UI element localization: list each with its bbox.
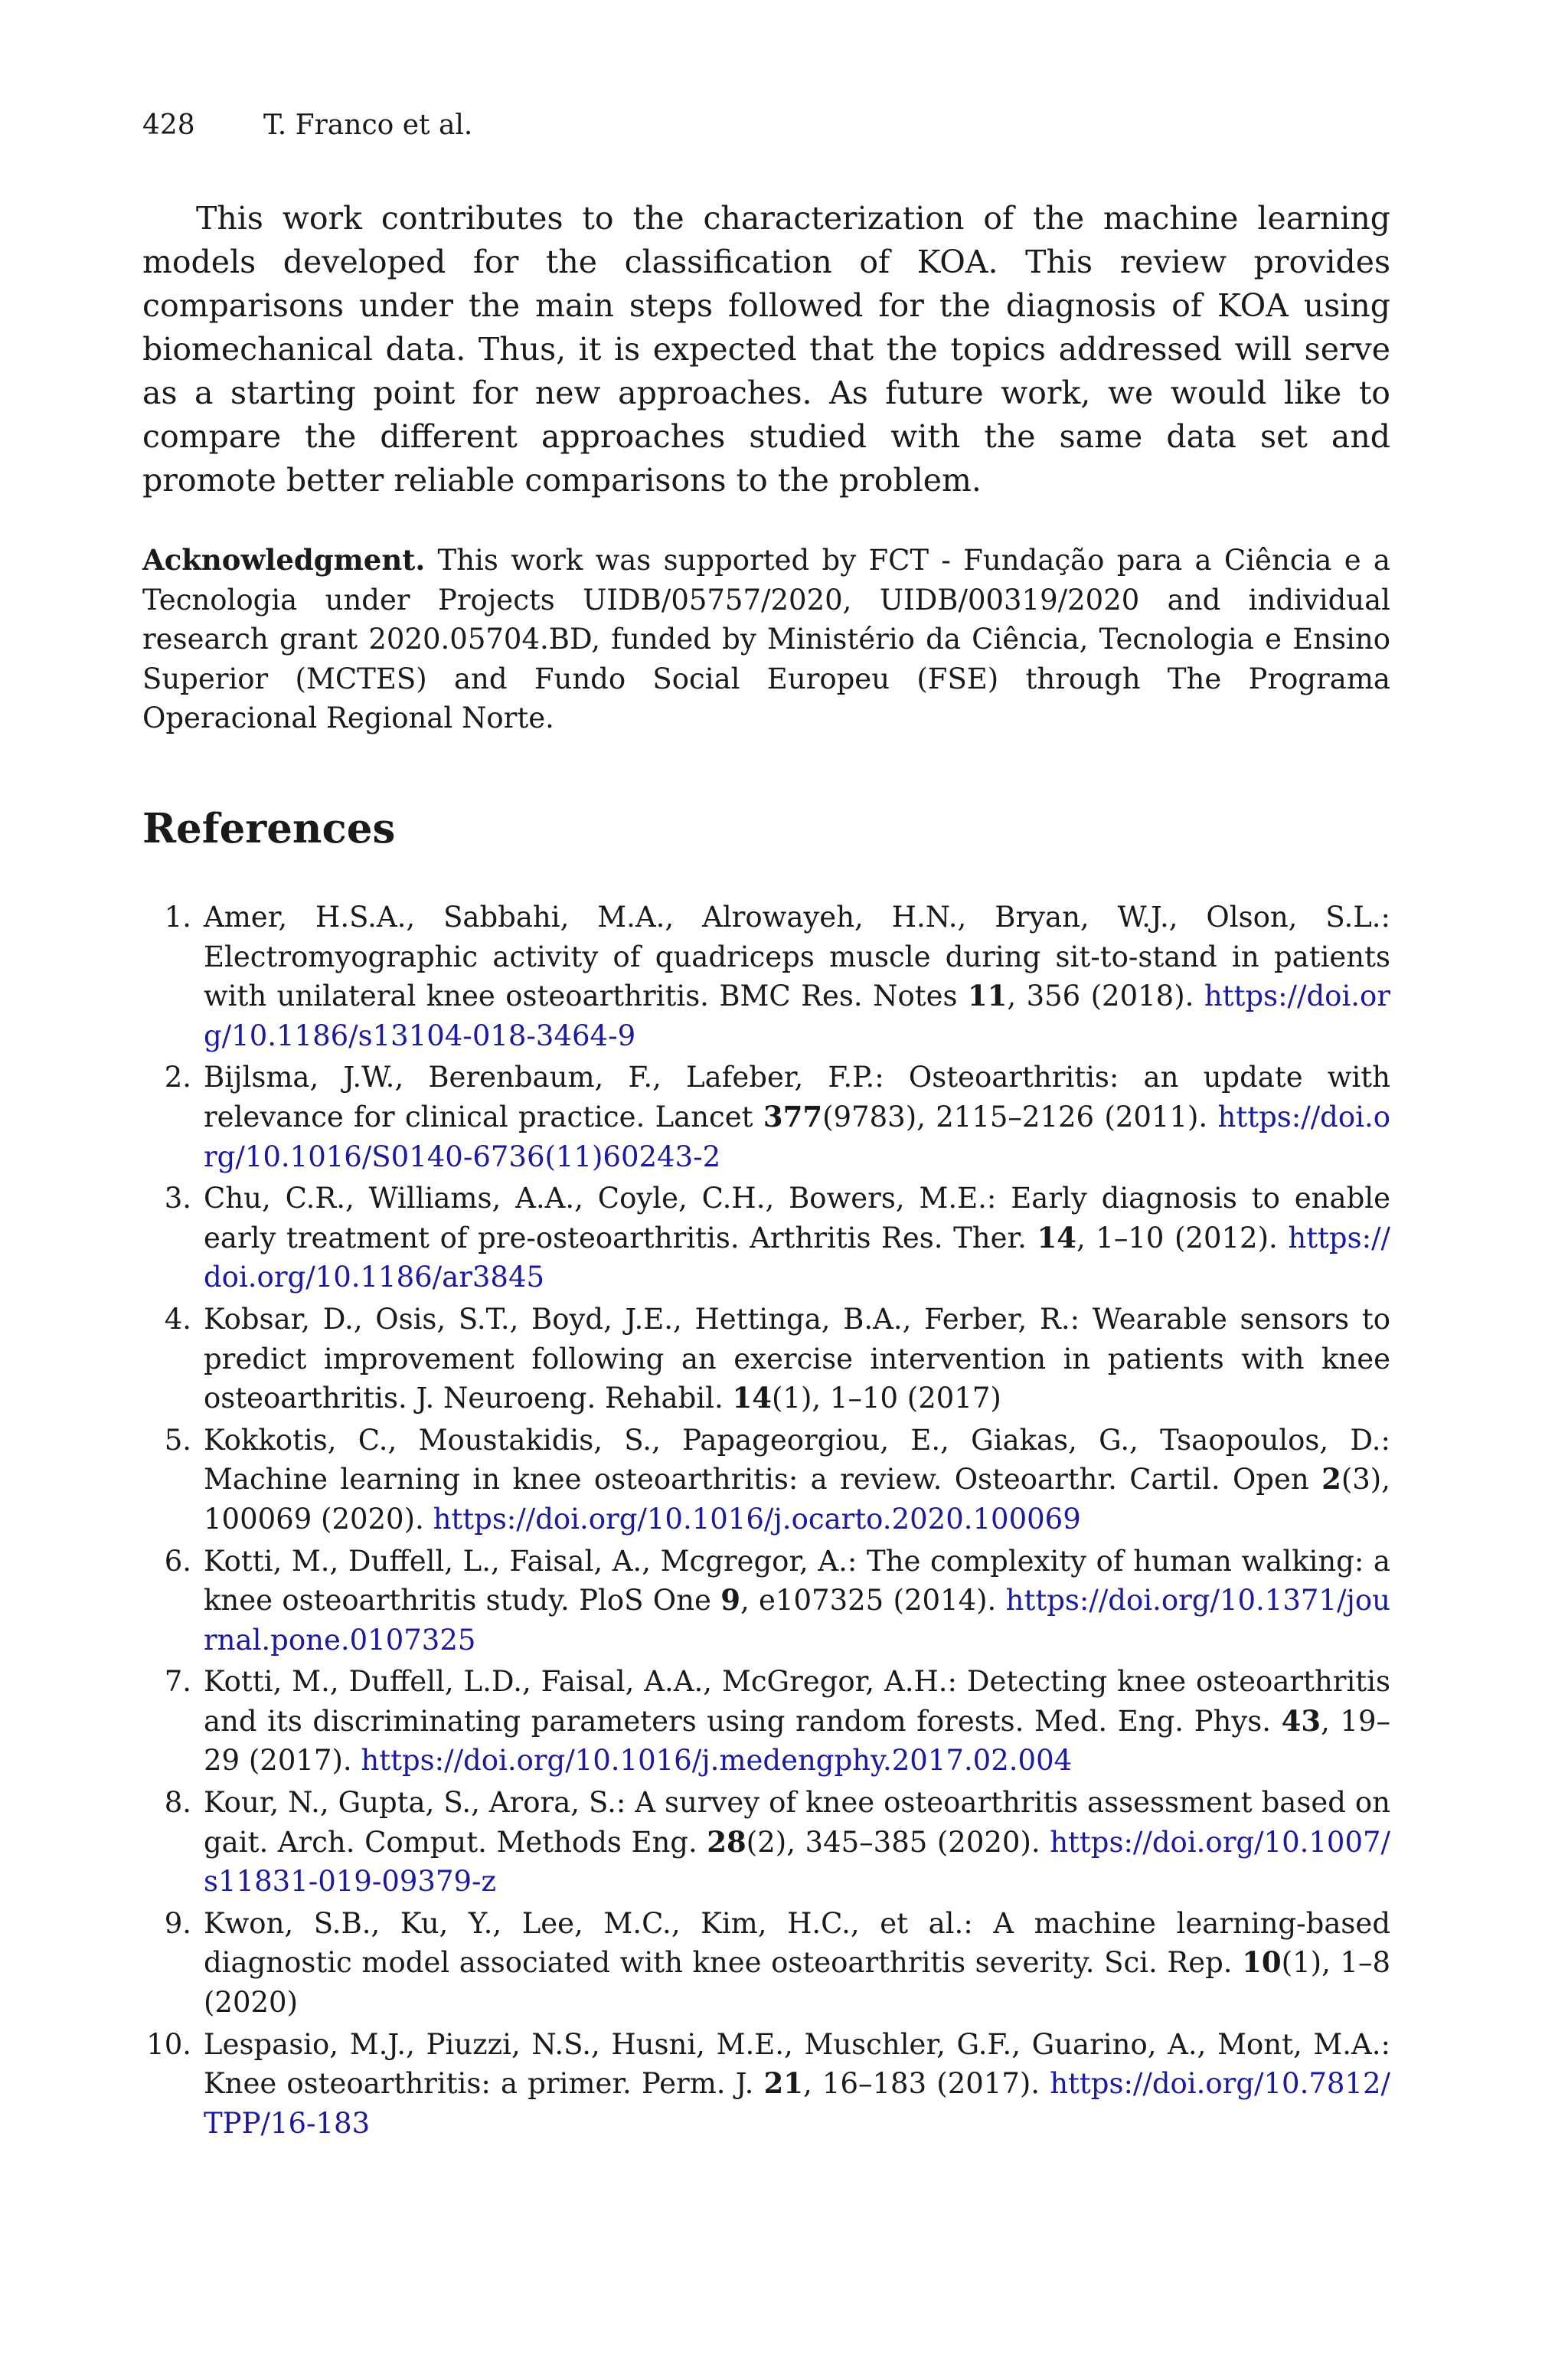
reference-list [142,898,1390,2145]
reference-number: 5. [164,1423,191,1457]
reference-citation-text: Kotti, M., Duffell, L.D., Faisal, A.A., McGregor, A.H.: Detecting knee osteoarthritis and its discriminating parameters using random forests. Med. Eng. Phys. [204,1665,1390,1738]
reference-doi-link[interactable]: https://doi.org/10.1007/s11831-019-09379-z [204,1825,1390,1899]
reference-volume: 14 [732,1381,772,1415]
reference-number: 7. [164,1665,191,1699]
acknowledgment-heading: Acknowledgment. [142,543,426,577]
page-number: 428 [142,110,195,141]
reference-pages-year: , 16–183 (2017). [803,2067,1050,2101]
reference-pages-year: , 19–29 (2017). [204,1704,1390,1778]
reference-pages-year: , 356 (2018). [1007,980,1204,1013]
reference-item [142,1904,1390,2023]
reference-item [142,1179,1390,1297]
reference-citation-text: Chu, C.R., Williams, A.A., Coyle, C.H., Bowers, M.E.: Early diagnosis to enable early treatment of pre-osteoarthritis. Arthritis Res. Ther. [204,1182,1390,1254]
reference-volume: 43 [1281,1703,1321,1738]
reference-citation-text: Kokkotis, C., Moustakidis, S., Papageorgiou, E., Giakas, G., Tsaopoulos, D.: Machine learning in knee osteoarthritis: a review. Osteoarthr. Cartil. Open [204,1423,1390,1496]
acknowledgment-text: This work was supported by FCT - Fundação para a Ciência e a Tecnologia under Projects UIDB/05757/2020, UIDB/00319/2020 and individual research grant 2020.05704.BD, funded by Ministério da Ciência, Tecnologia e Ensino Superior (MCTES) and Fundo Social Europeu (FSE) through The Programa Operacional Regional Norte. [142,544,1390,734]
reference-volume: 10 [1242,1945,1282,1980]
reference-doi-link[interactable]: https://doi.org/10.1016/j.medengphy.2017.02.004 [361,1744,1073,1778]
reference-number: 10. [146,2027,191,2061]
reference-doi-link[interactable]: https://doi.org/10.7812/TPP/16-183 [204,2067,1390,2140]
reference-number: 4. [164,1302,191,1336]
reference-citation-text: Amer, H.S.A., Sabbahi, M.A., Alrowayeh, H.N., Bryan, W.J., Olson, S.L.: Electromyographic activity of quadriceps muscle during sit-to-stand in patients with unilateral knee osteoarthritis. BMC Res. Notes [204,901,1390,1013]
reference-number: 1. [164,901,191,934]
reference-citation-text: Bijlsma, J.W., Berenbaum, F., Lafeber, F.P.: Osteoarthritis: an update with relevance for clinical practice. Lancet [204,1061,1390,1133]
reference-volume: 377 [763,1099,823,1133]
reference-item [142,1783,1390,1902]
reference-volume: 9 [720,1583,740,1617]
reference-pages-year: (3), 100069 (2020). [204,1463,1390,1536]
reference-item [142,1662,1390,1781]
reference-pages-year: (9783), 2115–2126 (2011). [822,1100,1218,1133]
reference-item [142,1058,1390,1176]
reference-doi-link[interactable]: https://doi.org/10.1186/ar3845 [204,1221,1390,1294]
reference-item [142,1421,1390,1539]
reference-citation-text: Kwon, S.B., Ku, Y., Lee, M.C., Kim, H.C., et al.: A machine learning-based diagnostic model associated with knee osteoarthritis severity. Sci. Rep. [204,1906,1390,1980]
reference-pages-year: (1), 1–10 (2017) [771,1382,1001,1415]
conclusion-paragraph: This work contributes to the characterization of the machine learning models developed for the classification of KOA. This review provides comparisons under the main steps followed for the diagnosis of KOA using biomechanical data. Thus, it is expected that the topics addressed will serve as a starting point for new approaches. As future work, we would like to compare the different approaches studied with the same data set and promote better reliable comparisons to the problem. [142,200,1390,499]
reference-volume: 28 [707,1824,746,1859]
reference-citation-text: Kotti, M., Duffell, L., Faisal, A., Mcgregor, A.: The complexity of human walking: a knee osteoarthritis study. PloS One [204,1544,1390,1617]
reference-citation-text: Kour, N., Gupta, S., Arora, S.: A survey of knee osteoarthritis assessment based on gait. Arch. Comput. Methods Eng. [204,1786,1390,1859]
reference-volume: 14 [1037,1220,1076,1254]
reference-doi-link[interactable]: https://doi.org/10.1186/s13104-018-3464-9 [204,980,1390,1052]
reference-volume: 21 [763,2066,804,2101]
reference-volume: 11 [967,979,1008,1013]
reference-volume: 2 [1321,1462,1341,1496]
running-head-authors: T. Franco et al. [263,110,473,141]
reference-pages-year: , e107325 (2014). [740,1584,1006,1617]
running-head [142,104,472,147]
references-heading: References [142,805,396,852]
reference-citation-text: Kobsar, D., Osis, S.T., Boyd, J.E., Hettinga, B.A., Ferber, R.: Wearable sensors to predict improvement following an exercise intervention in patients with knee osteoarthritis. J. Neuroeng. Rehabil. [204,1302,1390,1415]
reference-number: 3. [164,1182,191,1215]
reference-number: 2. [164,1061,191,1094]
reference-doi-link[interactable]: https://doi.org/10.1016/S0140-6736(11)60243-2 [204,1100,1390,1173]
reference-pages-year: (1), 1–8 (2020) [204,1946,1391,2020]
reference-item [142,1300,1390,1418]
acknowledgment-paragraph [142,541,1390,738]
reference-doi-link[interactable]: https://doi.org/10.1371/journal.pone.0107325 [204,1584,1391,1657]
reference-number: 6. [164,1544,191,1578]
reference-item [142,1542,1390,1660]
reference-item [142,2025,1390,2144]
reference-item [142,898,1390,1055]
reference-doi-link[interactable]: https://doi.org/10.1016/j.ocarto.2020.100069 [433,1502,1081,1536]
reference-pages-year: , 1–10 (2012). [1076,1221,1289,1254]
reference-pages-year: (2), 345–385 (2020). [746,1825,1050,1859]
reference-citation-text: Lespasio, M.J., Piuzzi, N.S., Husni, M.E., Muschler, G.F., Guarino, A., Mont, M.A.: Knee osteoarthritis: a primer. Perm. J. [204,2027,1390,2101]
reference-number: 9. [164,1906,191,1940]
reference-number: 8. [164,1786,191,1820]
